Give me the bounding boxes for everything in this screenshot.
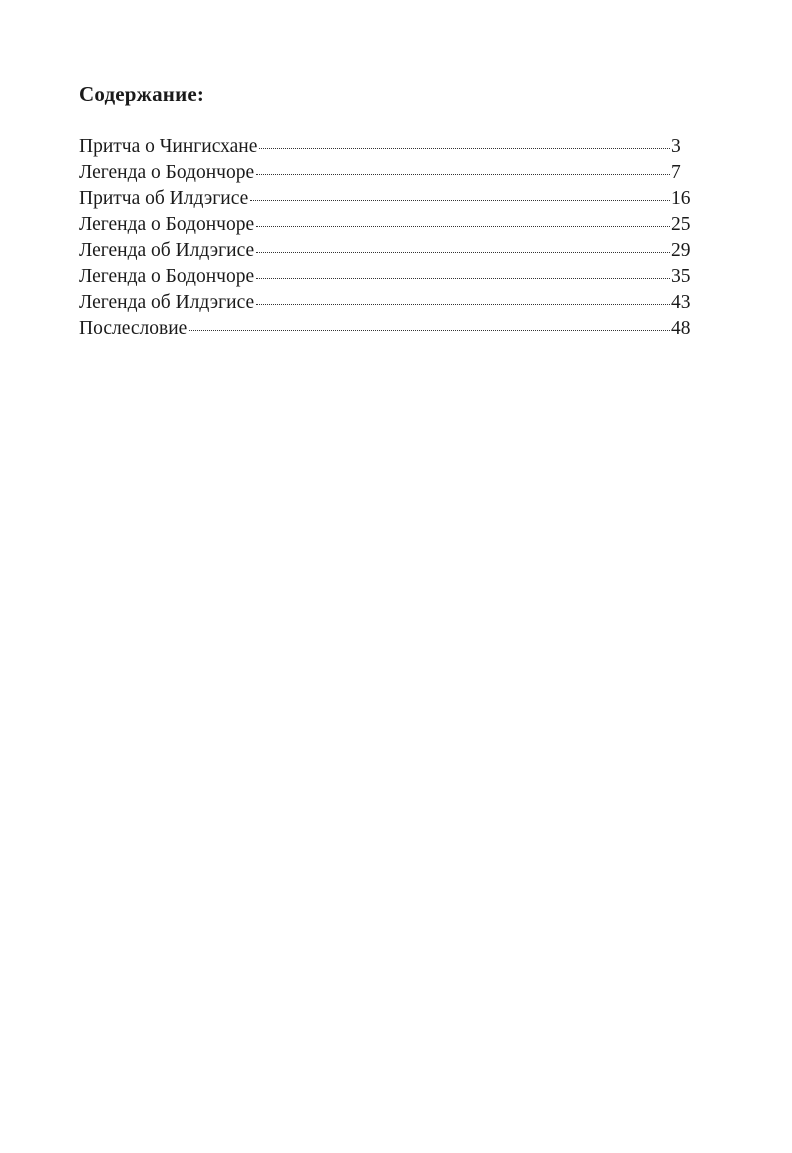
toc-entry-title: Легенда о Бодончоре — [79, 266, 255, 287]
toc-entry-page: 29 — [671, 240, 691, 261]
toc-entry-page: 7 — [671, 162, 681, 183]
dot-leader — [256, 174, 670, 175]
toc-entry-page: 35 — [671, 266, 691, 287]
toc-entry-page: 25 — [671, 214, 691, 235]
toc-entry — [79, 238, 695, 264]
toc-entry — [79, 134, 695, 160]
toc-heading: Содержание: — [79, 82, 205, 106]
dot-leader — [256, 304, 670, 305]
toc-entry-title: Притча о Чингисхане — [79, 136, 258, 157]
toc-entry-title: Легенда о Бодончоре — [79, 214, 255, 235]
toc-entry-page: 43 — [671, 292, 691, 313]
toc-entry — [79, 160, 695, 186]
toc-entry-page: 16 — [671, 188, 691, 209]
toc-entry — [79, 264, 695, 290]
dot-leader — [189, 330, 670, 331]
dot-leader — [256, 278, 670, 279]
toc-entry — [79, 186, 695, 212]
toc-entry-title: Легенда об Илдэгисе — [79, 292, 255, 313]
toc-entry — [79, 290, 695, 316]
table-of-contents — [79, 134, 695, 342]
toc-entry — [79, 212, 695, 238]
toc-entry — [79, 316, 695, 342]
toc-entry-title: Послесловие — [79, 318, 188, 339]
toc-entry-title: Притча об Илдэгисе — [79, 188, 249, 209]
toc-entry-title: Легенда о Бодончоре — [79, 162, 255, 183]
toc-entry-page: 48 — [671, 318, 691, 339]
dot-leader — [250, 200, 670, 201]
dot-leader — [259, 148, 670, 149]
dot-leader — [256, 252, 670, 253]
dot-leader — [256, 226, 670, 227]
toc-entry-title: Легенда об Илдэгисе — [79, 240, 255, 261]
toc-entry-page: 3 — [671, 136, 681, 157]
